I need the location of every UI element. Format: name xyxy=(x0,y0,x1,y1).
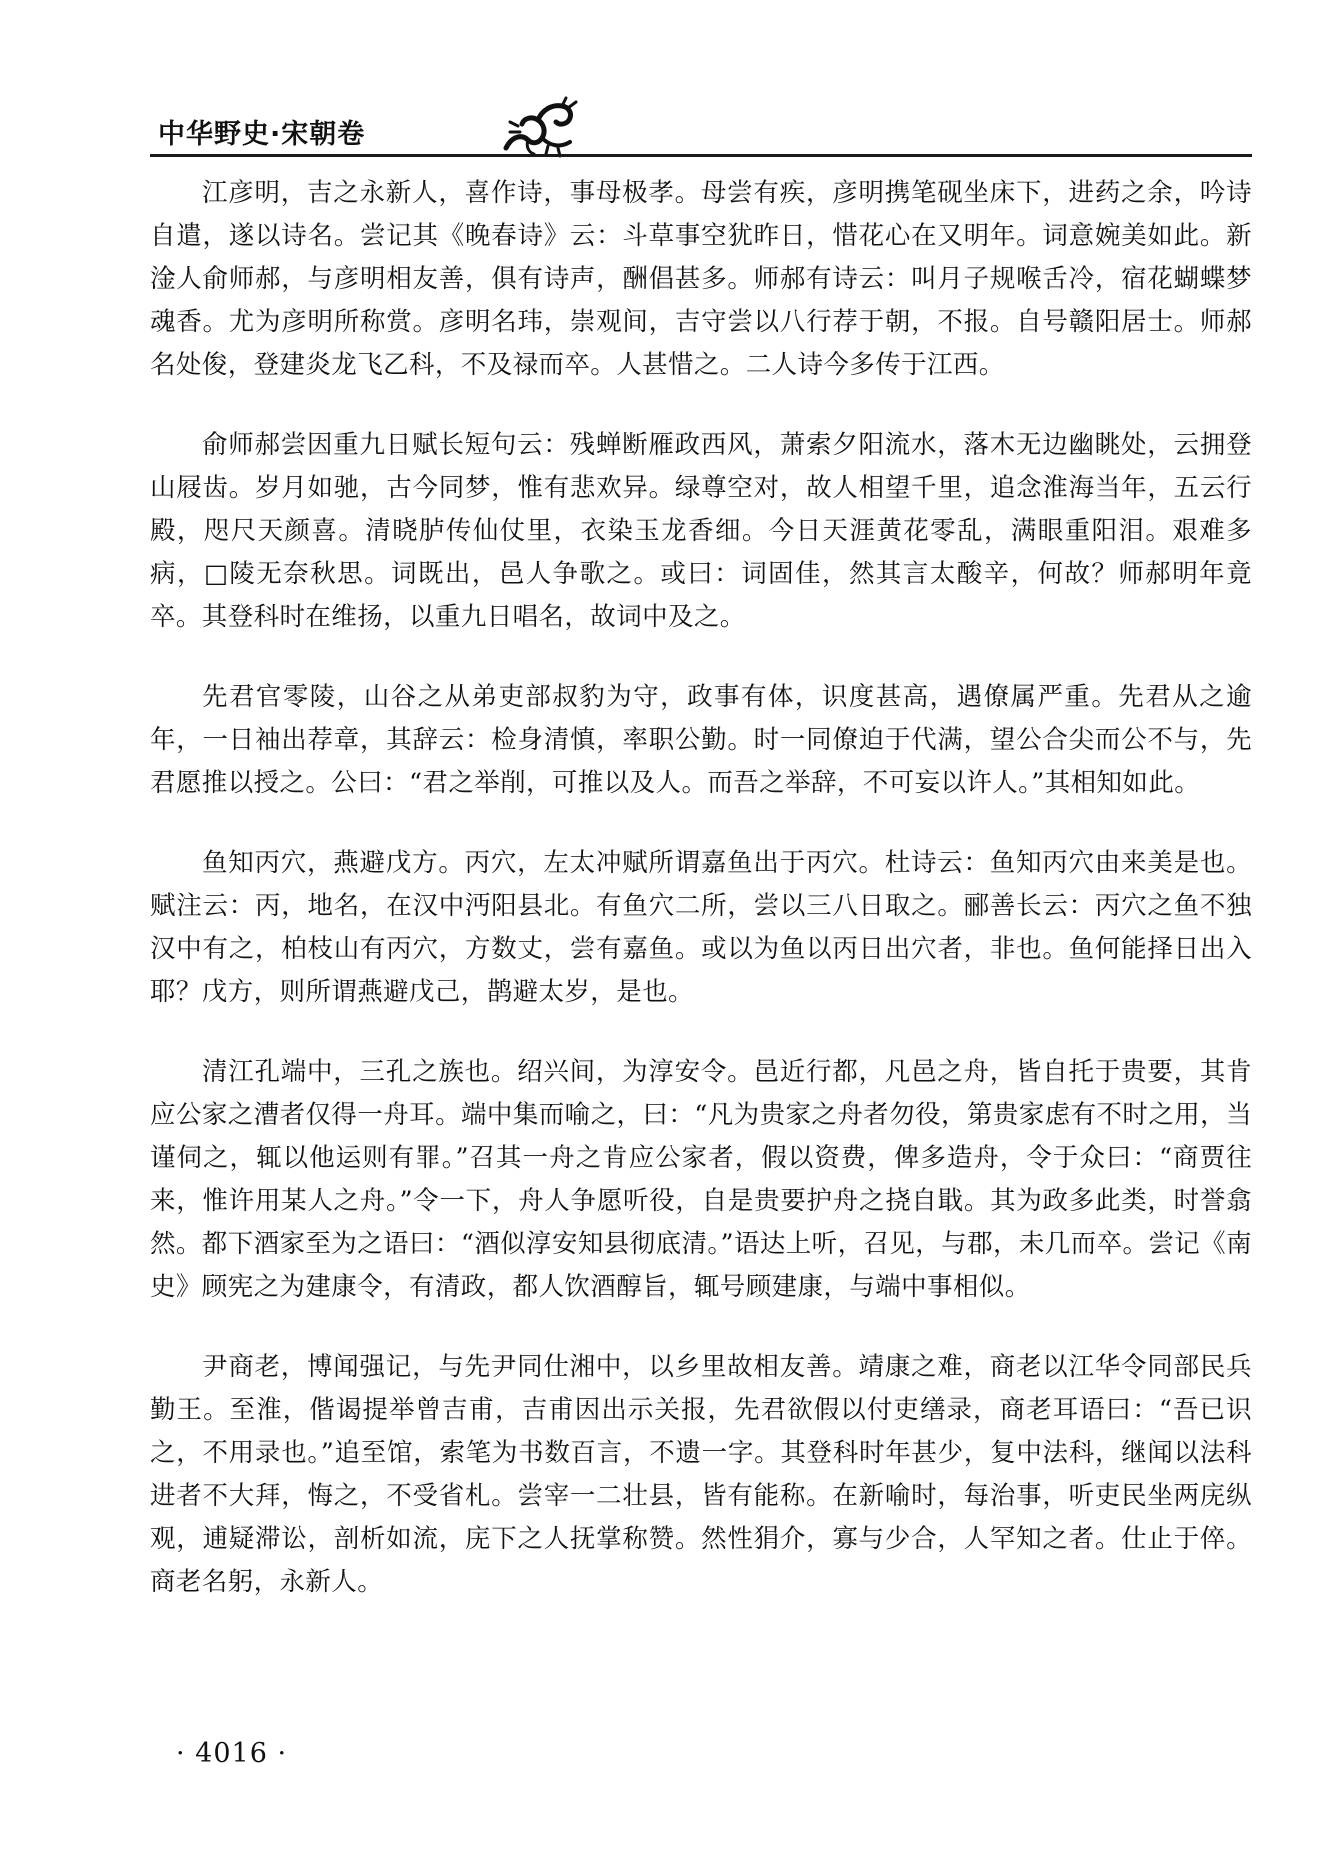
dragon-ornament-icon xyxy=(498,96,580,158)
paragraph: 江彦明，吉之永新人，喜作诗，事母极孝。母尝有疾，彦明携笔砚坐床下，进药之余，吟诗自遣，遂以诗名。尝记其《晚春诗》云：斗草事空犹昨日，惜花心在又明年。词意婉美如此。新淦人俞师郝，与彦明相友善，俱有诗声，酬倡甚多。师郝有诗云：叫月子规喉舌冷，宿花蝴蝶梦魂香。尤为彦明所称赏。彦明名玮，崇观间，吉守尝以八行荐于朝，不报。自号赣阳居士。师郝名处俊，登建炎龙飞乙科，不及禄而卒。人甚惜之。二人诗今多传于江西。 xyxy=(150,178,1252,380)
running-title: 中华野史·宋朝卷 xyxy=(158,119,366,150)
page-number: · 4016 · xyxy=(176,1738,288,1769)
paragraph: 俞师郝尝因重九日赋长短句云：残蝉断雁政西风，萧索夕阳流水，落木无边幽眺处，云拥登山屐齿。岁月如驰，古今同梦，惟有悲欢异。绿尊空对，故人相望千里，追念淮海当年，五云行殿，咫尺天颜喜。清晓胪传仙仗里，衣染玉龙香细。今日天涯黄花零乱，满眼重阳泪。艰难多病，□陵无奈秋思。词既出，邑人争歌之。或曰：词固佳，然其言太酸辛，何故？师郝明年竟卒。其登科时在维扬，以重九日唱名，故词中及之。 xyxy=(150,430,1252,632)
paragraph: 清江孔端中，三孔之族也。绍兴间，为淳安令。邑近行都，凡邑之舟，皆自托于贵要，其肯应公家之漕者仅得一舟耳。端中集而喻之，曰：“凡为贵家之舟者勿役，第贵家虑有不时之用，当谨伺之，辄以他运则有罪。”召其一舟之肯应公家者，假以资费，俾多造舟，令于众曰：“商贾往来，惟许用某人之舟。”令一下，舟人争愿听役，自是贵要护舟之挠自戢。其为政多此类，时誉翕然。都下酒家至为之语曰：“酒似淳安知县彻底清。”语达上听，召见，与郡，未几而卒。尝记《南史》顾宪之为建康令，有清政，都人饮酒醇旨，辄号顾建康，与端中事相似。 xyxy=(150,1057,1252,1302)
paragraph: 尹商老，博闻强记，与先尹同仕湘中，以乡里故相友善。靖康之难，商老以江华令同部民兵勤王。至淮，偕谒提举曾吉甫，吉甫因出示关报，先君欲假以付吏缮录，商老耳语曰：“吾已识之，不用录也。”追至馆，索笔为书数百言，不遗一字。其登科时年甚少，复中法科，继闻以法科进者不大拜，悔之，不受省札。尝宰一二壮县，皆有能称。在新喻时，每治事，听吏民坐两庑纵观，逋疑滞讼，剖析如流，庑下之人抚掌称赞。然性狷介，寡与少合，人罕知之者。仕止于倅。商老名躬，永新人。 xyxy=(150,1352,1252,1597)
paragraph: 先君官零陵，山谷之从弟吏部叔豹为守，政事有体，识度甚高，遇僚属严重。先君从之逾年，一日袖出荐章，其辞云：检身清慎，率职公勤。时一同僚迫于代满，望公合尖而公不与，先君愿推以授之。公曰：“君之举削，可推以及人。而吾之举辞，不可妄以许人。”其相知如此。 xyxy=(150,682,1252,798)
paragraph: 鱼知丙穴，燕避戊方。丙穴，左太冲赋所谓嘉鱼出于丙穴。杜诗云：鱼知丙穴由来美是也。赋注云：丙，地名，在汉中沔阳县北。有鱼穴二所，尝以三八日取之。郦善长云：丙穴之鱼不独汉中有之，柏枝山有丙穴，方数丈，尝有嘉鱼。或以为鱼以丙日出穴者，非也。鱼何能择日出入耶？戊方，则所谓燕避戊己，鹊避太岁，是也。 xyxy=(150,848,1252,1007)
page-body xyxy=(150,172,1252,1641)
header-rule xyxy=(150,154,1252,157)
running-header xyxy=(150,106,1252,158)
